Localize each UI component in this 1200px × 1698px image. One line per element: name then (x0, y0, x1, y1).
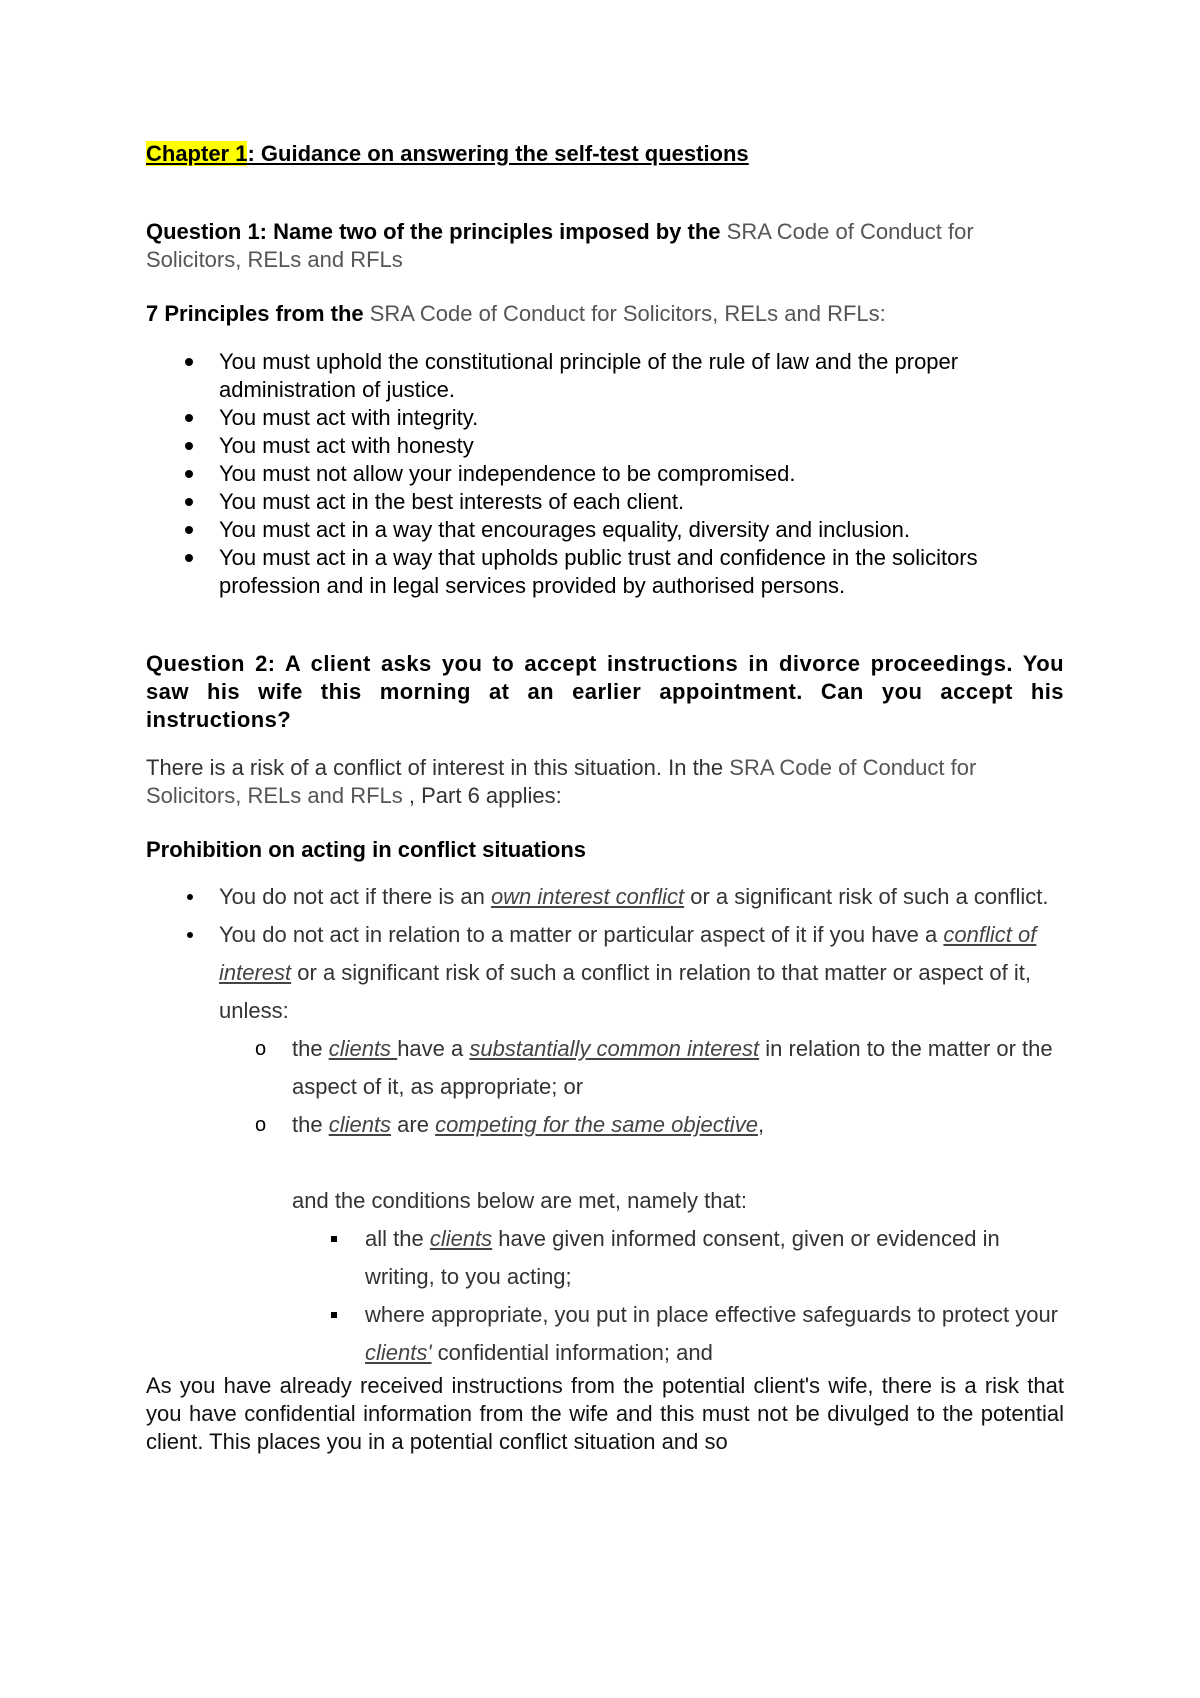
list-item: You must act in a way that encourages equality, diversity and inclusion. (146, 516, 1064, 544)
list-item: You must act with honesty (146, 432, 1064, 460)
circle-bullet-icon: o (255, 1114, 267, 1136)
question-2: Question 2: A client asks you to accept instructions in divorce proceedings. You saw his wife this morning at an earlier appointment. Can you accept his instructions? (146, 651, 1064, 732)
list-item: where appropriate, you put in place effective safeguards to protect your clients' confidential information; and (146, 1296, 1064, 1372)
document-page (146, 140, 1064, 1456)
circle-bullet-icon: o (255, 1038, 267, 1060)
answer-intro: There is a risk of a conflict of interest in this situation. In the SRA Code of Conduct for Solicitors, RELs and RFLs , Part 6 applies: (146, 755, 977, 808)
bullet-icon (185, 554, 193, 562)
conflict-of-interest-link[interactable]: conflict of interest (219, 922, 1037, 985)
clients-link[interactable]: clients' (365, 1340, 432, 1365)
prohibition-heading: Prohibition on acting in conflict situations (146, 837, 586, 862)
bullet-icon (185, 442, 193, 450)
list-item: You must act in a way that upholds public trust and confidence in the solicitors profession and in legal services provided by authorised persons. (146, 544, 1064, 600)
list-item: o the clients are competing for the same objective, (219, 1106, 1064, 1144)
list-item: You do not act if there is an own interest conflict or a significant risk of such a conflict. (146, 878, 1064, 916)
principles-list (146, 348, 1064, 600)
bullet-icon (185, 470, 193, 478)
exception-list (219, 1030, 1064, 1144)
conditions-intro: and the conditions below are met, namely that: (292, 1188, 747, 1213)
bullet-icon (185, 414, 193, 422)
chapter-highlight: Chapter 1 (146, 141, 248, 166)
clients-link[interactable]: clients (429, 1226, 493, 1251)
bullet-icon (187, 932, 193, 938)
list-item: You must act in the best interests of each client. (146, 488, 1064, 516)
square-bullet-icon (331, 1312, 337, 1318)
final-paragraph: As you have already received instructions from the potential client's wife, there is a risk that you have confidential information from the wife and this must not be divulged to the potential client. This places you in a potential conflict situation and so (146, 1373, 1064, 1454)
square-bullet-icon (331, 1236, 337, 1242)
chapter-title: Chapter 1: Guidance on answering the self-test questions (146, 141, 749, 166)
conditions-list (146, 1220, 1064, 1372)
competing-for-same-objective-link[interactable]: competing for the same objective (435, 1112, 758, 1137)
bullet-icon (185, 498, 193, 506)
bullet-icon (185, 358, 193, 366)
conflict-list (146, 878, 1064, 1144)
principles-heading: 7 Principles from the SRA Code of Conduct for Solicitors, RELs and RFLs: (146, 301, 886, 326)
question-1: Question 1: Name two of the principles imposed by the SRA Code of Conduct for Solicitors, RELs and RFLs (146, 219, 974, 272)
bullet-icon (187, 894, 193, 900)
own-interest-conflict-link[interactable]: own interest conflict (490, 884, 685, 909)
list-item: o the clients have a substantially common interest in relation to the matter or the aspect of it, as appropriate; or (219, 1030, 1064, 1106)
list-item: all the clients have given informed consent, given or evidenced in writing, to you acting; (146, 1220, 1064, 1296)
list-item: You must uphold the constitutional principle of the rule of law and the proper administration of justice. (146, 348, 1064, 404)
list-item: You must not allow your independence to be compromised. (146, 460, 1064, 488)
clients-link[interactable]: clients (328, 1112, 392, 1137)
clients-link[interactable]: clients (328, 1036, 398, 1061)
list-item: You must act with integrity. (146, 404, 1064, 432)
substantially-common-interest-link[interactable]: substantially common interest (469, 1036, 760, 1061)
list-item: You do not act in relation to a matter or particular aspect of it if you have a conflict of interest or a significant risk of such a conflict in relation to that matter or aspect of it, unless: o the clients have a substantially common interest in relation to the matter or the aspect of it, as appropriate; or o the clients are competing for the same objective, (146, 916, 1064, 1144)
bullet-icon (185, 526, 193, 534)
